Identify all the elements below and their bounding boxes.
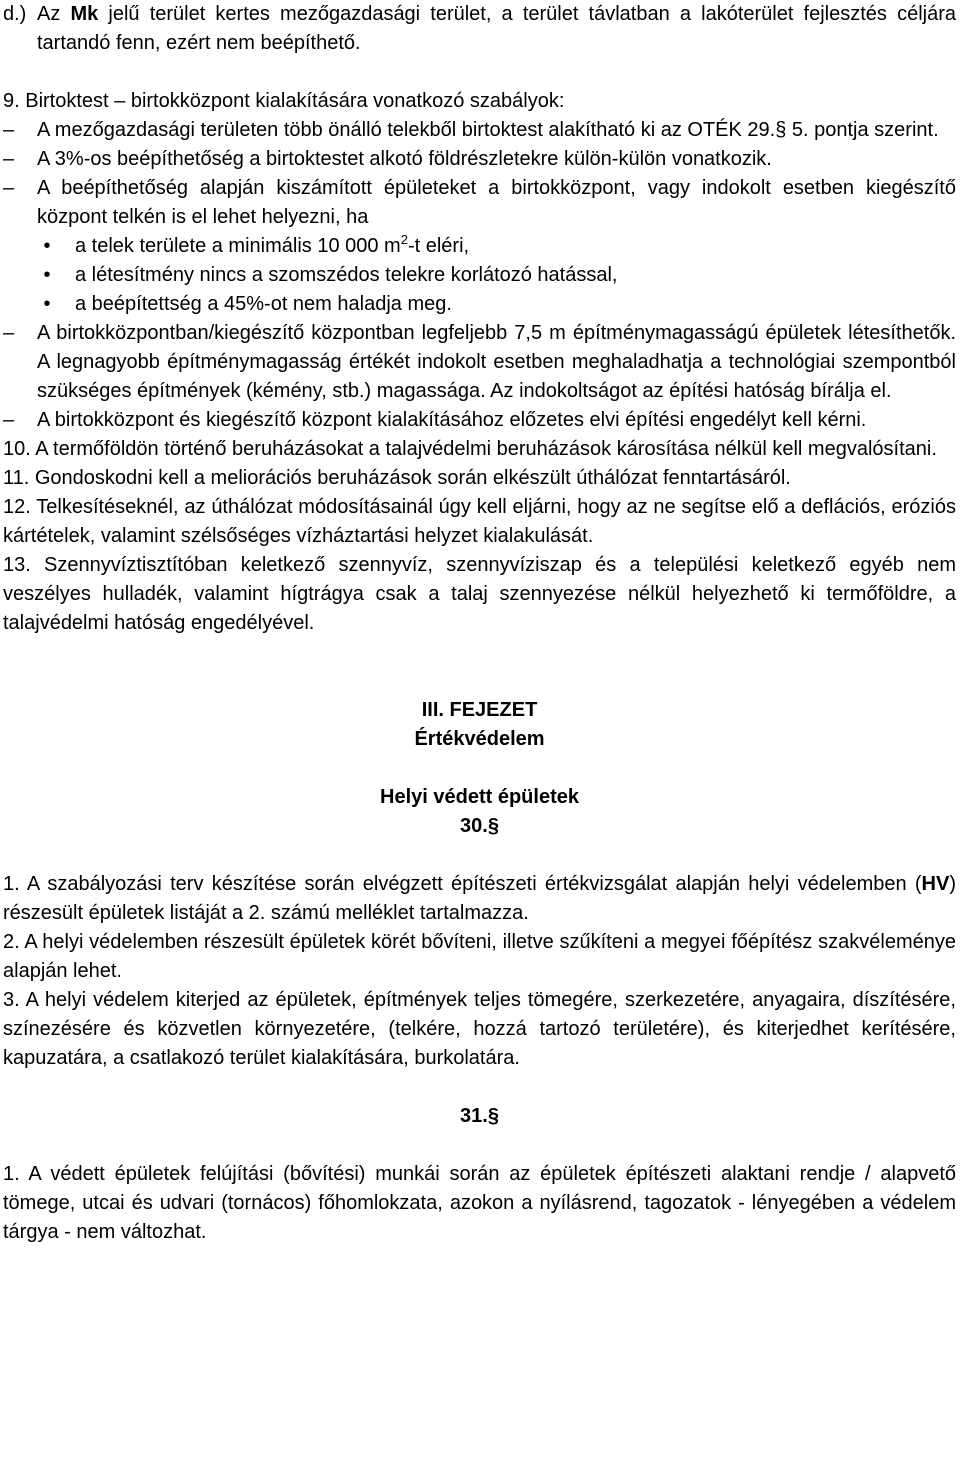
s30-paragraph-1: 1. A szabályozási terv készítése során elvégzett építészeti értékvizsgálat alapján helyi védelemben (HV) részesült épületek listáját a 2. számú melléklet tartalmazza. [3,873,956,924]
paragraph-10: 10. A termőföldön történő beruházásokat a talajvédelmi beruházások károsítása nélkül kell megvalósítani. [3,438,937,460]
section-30-heading: 30.§ [460,815,499,837]
section-31-heading: 31.§ [460,1105,499,1127]
dash-marker: – [3,322,15,344]
bullet-item-2: • a létesítmény nincs a szomszédos telekre korlátozó hatással, [3,261,956,290]
dash-marker: – [3,409,15,431]
dash-item-4: – A birtokközpontban/kiegészítő központban legfeljebb 7,5 m építménymagasságú épületek létesíthetők. A legnagyobb építménymagasság értékét indokolt esetben meghaladhatja a technológiai szempontból szükséges építmények (kémény, stb.) magassága. Az indokoltságot az építési hatóság bírálja el. [3,319,956,406]
section-title: Helyi védett épületek [380,786,579,808]
s30-paragraph-3: 3. A helyi védelem kiterjed az épületek, építmények teljes tömegére, szerkezetére, anyagaira, díszítésére, színezésére és közvetlen környezetére, (telkére, hozzá tartozó területére), és kiterjedhet kerítésére, kapuzatára, a csatlakozó terület kialakítására, burkolatára. [3,989,956,1069]
item-d: d.) Az Mk jelű terület kertes mezőgazdasági terület, a terület távlatban a lakóterület fejlesztés céljára tartandó fenn, ezért nem beépíthető. [3,0,956,58]
chapter-number: III. FEJEZET [421,699,538,721]
dash-item-5: – A birtokközpont és kiegészítő központ kialakításához előzetes elvi építési engedélyt kell kérni. [3,406,956,435]
item-d-marker: d.) [3,3,27,25]
s31-paragraph-1: 1. A védett épületek felújítási (bővítési) munkái során az épületek építészeti alaktani rendje / alapvető tömege, utcai és udvari (tornácos) főhomlokzata, azokon a nyílásrend, tagozatok - lényegében a védelem tárgya - nem változhat. [3,1163,956,1243]
s30-paragraph-2: 2. A helyi védelemben részesült épületek körét bővíteni, illetve szűkíteni a megyei főépítész szakvéleménye alapján lehet. [3,931,956,982]
dash-item-1: – A mezőgazdasági területen több önálló telekből birtoktest alakítható ki az OTÉK 29.§ 5. pontja szerint. [3,116,956,145]
bullet-item-3: • a beépítettség a 45%-ot nem haladja meg. [3,290,956,319]
paragraph-12: 12. Telkesítéseknél, az úthálózat módosításainál úgy kell eljárni, hogy az ne segítse elő a deflációs, eróziós kártételek, valamint szélsőséges vízháztartási helyzet kialakulását. [3,496,956,547]
paragraph-11: 11. Gondoskodni kell a meliorációs beruházások során elkészült úthálózat fenntartásáról. [3,467,791,489]
bullet-item-1: • a telek területe a minimális 10 000 $m^2-t$ eléri, [3,232,956,261]
dash-item-2: – A 3%-os beépíthetőség a birtoktestet alkotó földrészletekre külön-külön vonatkozik. [3,145,956,174]
bullet-marker: • [43,293,51,315]
paragraph-9: 9. Birtoktest – birtokközpont kialakítására vonatkozó szabályok: [3,90,565,112]
paragraph-13: 13. Szennyvíztisztítóban keletkező szennyvíz, szennyvíziszap és a települési keletkező egyéb nem veszélyes hulladék, valamint hígtrágya csak a talaj szennyezése nélkül helyezhető ki termőföldre, a talajvédelmi hatóság engedélyével. [3,554,956,634]
dash-marker: – [3,177,15,199]
bullet-marker: • [43,264,51,286]
chapter-title: Értékvédelem [414,728,545,750]
dash-marker: – [3,119,15,141]
zone-code-mk: Mk [70,3,99,25]
bullet-marker: • [43,235,51,257]
hv-code: HV [921,873,950,895]
dash-marker: – [3,148,15,170]
dash-item-3: – A beépíthetőség alapján kiszámított épületeket a birtokközpont, vagy indokolt esetben kiegészítő központ telkén is el lehet helyezni, ha [3,174,956,232]
